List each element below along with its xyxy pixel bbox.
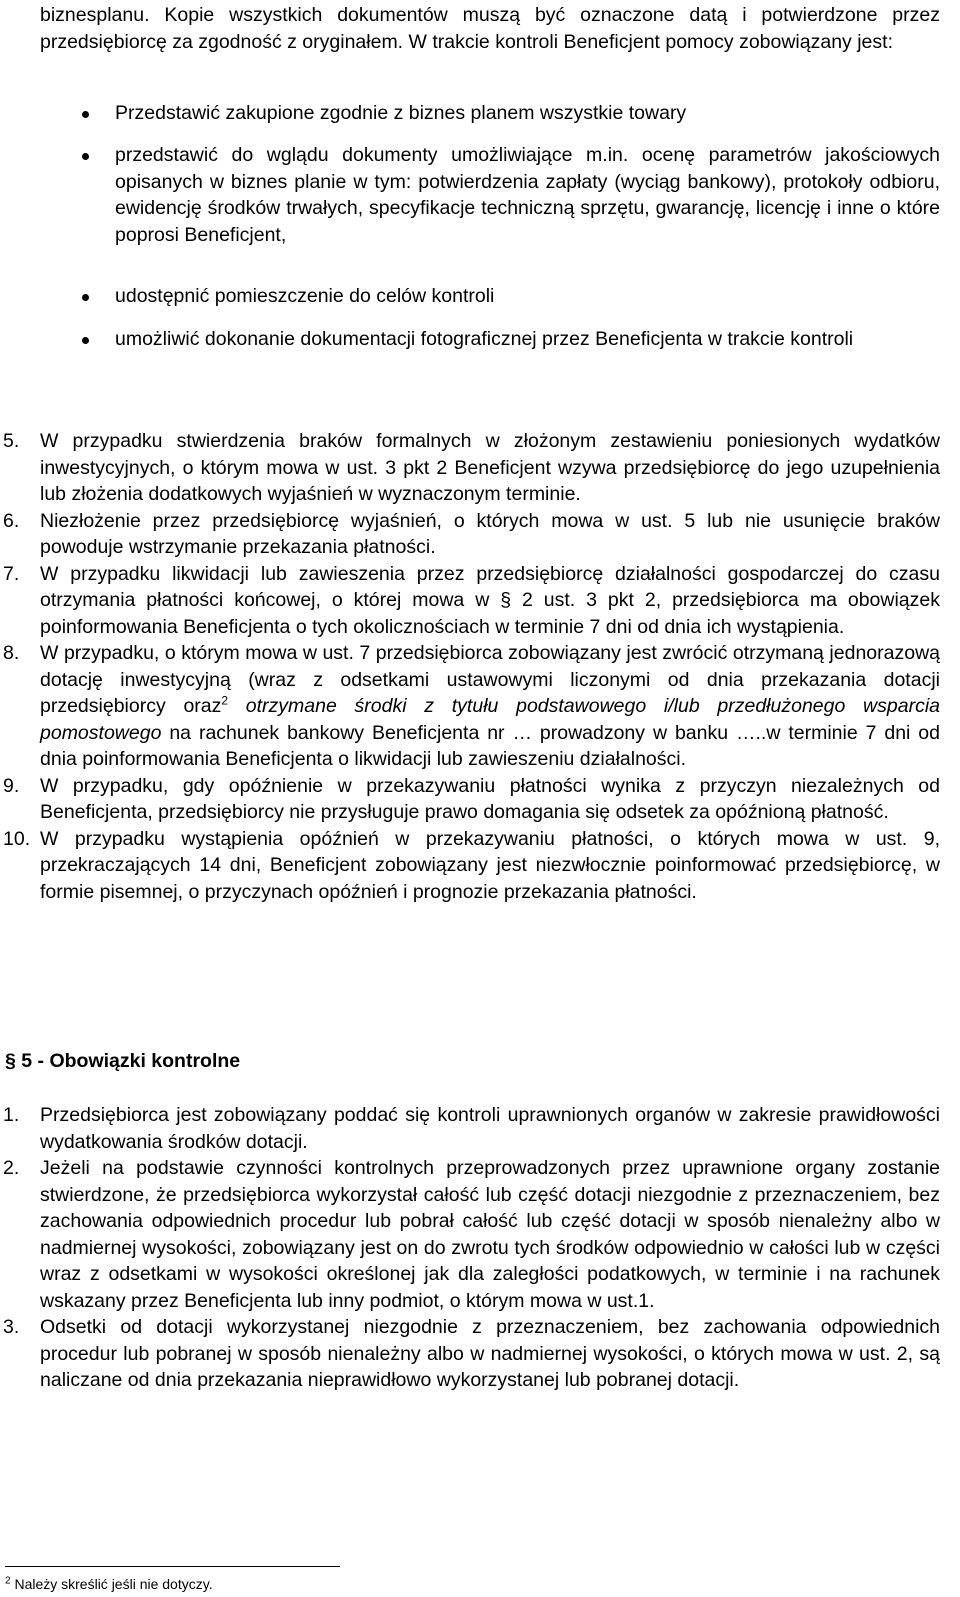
numbered-list-control (3, 1102, 940, 1394)
bullet-text: udostępnić pomieszczenie do celów kontroli (115, 285, 495, 307)
section-heading (5, 1048, 240, 1074)
item-text: Niezłożenie przez przedsiębiorcę wyjaśnień, o których mowa w ust. 5 lub nie usunięcie braków powoduje wstrzymanie przekazania płatności. (40, 509, 940, 558)
section-title: 5 - Obowiązki kontrolne (15, 1050, 241, 1072)
list-item (3, 561, 940, 641)
item-number: 9. (3, 774, 20, 797)
item-text: Jeżeli na podstawie czynności kontrolnych przeprowadzonych przez uprawnione organy zostanie stwierdzone, że przedsiębiorca wykorzystał całość lub część dotacji niezgodnie z przeznaczeniem, bez zachowania odpowiednich procedur lub pobrał całość lub część dotacji w sposób nienależny albo w nadmiernej wysokości, zobowiązany jest on do zwrotu tych środków odpowiednio w całości lub w części wraz z odsetkami w wysokości określonej jak dla zaległości podatkowych, w terminie i na rachunek wskazany przez Beneficjenta lub inny podmiot, o którym mowa w ust.1. (40, 1157, 940, 1312)
footnote-number: 2 (5, 1575, 11, 1587)
item-text-part: W przypadku, o którym mowa w ust. 7 przedsiębiorca zobowiązany jest zwrócić otrzymaną jednorazową dotację inwestycyjną (wraz z odsetkami ustawowymi liczonymi od dnia przekazania dotacji przedsiębiorcy oraz (40, 642, 940, 717)
list-item (3, 640, 940, 773)
item-number: 7. (3, 562, 20, 585)
item-number: 10. (3, 827, 31, 850)
item-text: W przypadku stwierdzenia braków formalnych w złożonym zestawieniu poniesionych wydatków inwestycyjnych, o którym mowa w ust. 3 pkt 2 Beneficjent wzywa przedsiębiorcę do jego uzupełnienia lub złożenia dodatkowych wyjaśnień w wyznaczonym terminie. (40, 430, 940, 505)
list-item (40, 326, 940, 396)
item-text: Przedsiębiorca jest zobowiązany poddać się kontroli uprawnionych organów w zakresie prawidłowości wydatkowania środków dotacji. (40, 1104, 940, 1153)
bullet-icon (82, 153, 89, 160)
list-item (3, 508, 940, 561)
list-item (40, 283, 940, 326)
list-item (3, 1102, 940, 1155)
bullet-text: Przedstawić zakupione zgodnie z biznes planem wszystkie towary (115, 102, 687, 124)
item-number: 8. (3, 642, 20, 664)
section-symbol: § (5, 1050, 16, 1072)
item-number: 2. (3, 1157, 20, 1179)
list-item (3, 428, 940, 508)
item-number: 3. (3, 1316, 20, 1338)
item-text: Odsetki od dotacji wykorzystanej niezgodnie z przeznaczeniem, bez zachowania odpowiednich procedur lub pobranej w sposób nienależny albo w nadmiernej wysokości, o których mowa w ust. 2, są naliczane od dnia przekazania nieprawidłowo wykorzystanej lub pobranej dotacji. (40, 1316, 940, 1391)
item-text: W przypadku, gdy opóźnienie w przekazywaniu płatności wynika z przyczyn niezależnych od Beneficjenta, przedsiębiorcy nie przysługuje prawo domagania się odsetek za opóźnioną płatność. (40, 774, 940, 823)
footnote-text: Należy skreślić jeśli nie dotyczy. (10, 1576, 213, 1592)
list-item (40, 142, 940, 283)
footnote-reference: 2 (221, 693, 229, 708)
item-number: 6. (3, 509, 20, 532)
footnote (5, 1574, 213, 1594)
bullet-icon (82, 294, 89, 301)
bullet-icon (82, 337, 89, 344)
item-text-part: na rachunek bankowy Beneficjenta nr … prowadzony w banku …..w terminie 7 dni od dnia poinformowania Beneficjenta o likwidacji lub zawieszeniu działalności. (40, 721, 940, 770)
bullet-list (40, 100, 940, 396)
item-text-italic: otrzymane środki z tytułu podstawowego i/lub przedłużonego wsparcia pomostowego (40, 695, 940, 744)
bullet-text: umożliwić dokonanie dokumentacji fotograficznej przez Beneficjenta w trakcie kontroli (115, 328, 854, 350)
item-number: 1. (3, 1104, 20, 1126)
footnote-separator (5, 1566, 340, 1567)
item-text (40, 640, 940, 773)
list-item (3, 826, 940, 906)
intro-paragraph: biznesplanu. Kopie wszystkich dokumentów muszą być oznaczone datą i potwierdzone przez przedsiębiorcę za zgodność z oryginałem. W trakcie kontroli Beneficjent pomocy zobowiązany jest: (40, 4, 940, 53)
item-number: 5. (3, 430, 20, 452)
list-item (3, 1314, 940, 1394)
item-text: W przypadku likwidacji lub zawieszenia przez przedsiębiorcę działalności gospodarczej do czasu otrzymania płatności końcowej, o której mowa w § 2 ust. 3 pkt 2, przedsiębiorca ma obowiązek poinformowania Beneficjenta o tych okolicznościach w terminie 7 dni od dnia ich wystąpienia. (40, 562, 940, 638)
list-item (3, 773, 940, 826)
list-item (3, 1155, 940, 1314)
bullet-text: przedstawić do wglądu dokumenty umożliwiające m.in. ocenę parametrów jakościowych opisanych w biznes planie w tym: potwierdzenia zapłaty (wyciąg bankowy), protokoły odbioru, ewidencję środków trwałych, specyfikacje techniczną sprzętu, gwarancję, licencję i inne o które poprosi Beneficjent, (115, 144, 940, 246)
numbered-list-obligations (3, 428, 940, 905)
bullet-icon (82, 111, 89, 118)
list-item (40, 100, 940, 142)
item-text: W przypadku wystąpienia opóźnień w przekazywaniu płatności, o których mowa w ust. 9, przekraczających 14 dni, Beneficjent zobowiązany jest niezwłocznie poinformować przedsiębiorcę, w formie pisemnej, o przyczynach opóźnień i prognozie przekazania płatności. (40, 827, 940, 903)
